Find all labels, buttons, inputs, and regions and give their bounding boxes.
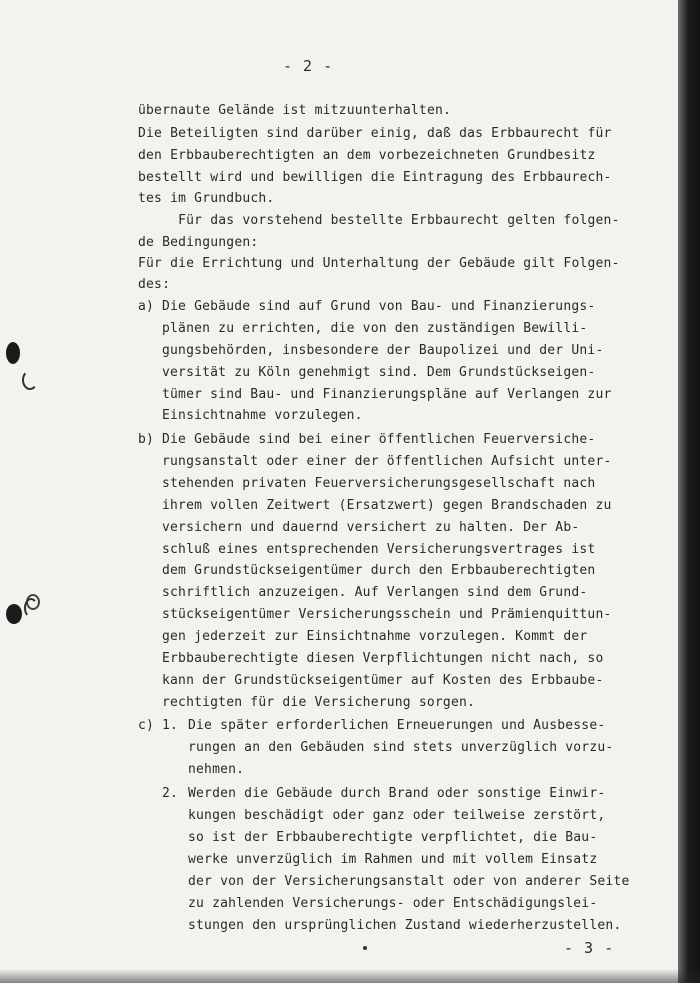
page-number: - 2 - xyxy=(283,57,334,75)
text-line: bestellt wird und bewilligen die Eintragung des Erbbaurech- xyxy=(138,170,612,185)
item-a-line: Die Gebäude sind auf Grund von Bau- und Finanzierungs- xyxy=(162,299,596,314)
item-b-line: gen jederzeit zur Einsichtnahme vorzulegen. Kommt der xyxy=(162,629,588,644)
item-c2-line: Werden die Gebäude durch Brand oder sonstige Einwir- xyxy=(188,786,606,801)
item-c2-line: kungen beschädigt oder ganz oder teilweise zerstört, xyxy=(188,808,606,823)
item-c1-line: nehmen. xyxy=(188,762,245,777)
item-a-line: tümer sind Bau- und Finanzierungspläne auf Verlangen zur xyxy=(162,387,612,402)
punch-hole-arc xyxy=(24,598,38,618)
item-marker-b: b) xyxy=(138,432,155,447)
text-line: den Erbbauberechtigten an dem vorbezeichneten Grundbesitz xyxy=(138,148,596,163)
item-marker-a: a) xyxy=(138,299,155,314)
item-a-line: gungsbehörden, insbesondere der Baupolizei und der Uni- xyxy=(162,343,604,358)
item-b-line: rungsanstalt oder einer der öffentlichen Aufsicht unter- xyxy=(162,454,612,469)
item-b-line: ihrem vollen Zeitwert (Ersatzwert) gegen Brandschaden zu xyxy=(162,498,612,513)
scan-edge-shadow xyxy=(678,0,700,983)
text-line: Die Beteiligten sind darüber einig, daß das Erbbaurecht für xyxy=(138,126,612,141)
text-line: Für das vorstehend bestellte Erbbaurecht gelten folgen- xyxy=(138,213,620,228)
item-a-line: Einsichtnahme vorzulegen. xyxy=(162,408,363,423)
text-line: des: xyxy=(138,277,171,292)
item-marker-c: c) xyxy=(138,718,155,733)
punch-hole-mark xyxy=(6,604,22,624)
text-line: tes im Grundbuch. xyxy=(138,191,275,206)
text-line: Für die Errichtung und Unterhaltung der Gebäude gilt Folgen- xyxy=(138,256,620,271)
item-c1-line: rungen an den Gebäuden sind stets unverzüglich vorzu- xyxy=(188,740,614,755)
item-c1-line: Die später erforderlichen Erneuerungen und Ausbesse- xyxy=(188,718,606,733)
subitem-marker-2: 2. xyxy=(162,786,179,801)
item-b-line: Erbbauberechtigte diesen Verpflichtungen nicht nach, so xyxy=(162,651,604,666)
ink-dot xyxy=(363,946,367,950)
scan-bottom-shadow xyxy=(0,969,700,983)
item-b-line: versichern und dauernd versichert zu halten. Der Ab- xyxy=(162,520,580,535)
item-a-line: plänen zu errichten, die von den zuständigen Bewilli- xyxy=(162,321,588,336)
item-c2-line: der von der Versicherungsanstalt oder von anderer Seite xyxy=(188,874,630,889)
continuation-marker: - 3 - xyxy=(564,939,615,957)
item-b-line: rechtigten für die Versicherung sorgen. xyxy=(162,695,476,710)
item-b-line: Die Gebäude sind bei einer öffentlichen Feuerversiche- xyxy=(162,432,596,447)
item-b-line: schriftlich anzuzeigen. Auf Verlangen sind dem Grund- xyxy=(162,585,588,600)
item-b-line: schluß eines entsprechenden Versicherungsvertrages ist xyxy=(162,542,596,557)
item-b-line: stehenden privaten Feuerversicherungsgesellschaft nach xyxy=(162,476,596,491)
item-c2-line: stungen den ursprünglichen Zustand wiederherzustellen. xyxy=(188,918,622,933)
text-line: de Bedingungen: xyxy=(138,235,259,250)
text-line: übernaute Gelände ist mitzuunterhalten. xyxy=(138,103,452,118)
item-c2-line: werke unverzüglich im Rahmen und mit vollem Einsatz xyxy=(188,852,598,867)
punch-hole-mark xyxy=(6,342,20,364)
item-b-line: dem Grundstückseigentümer durch den Erbbauberechtigten xyxy=(162,563,596,578)
item-c2-line: so ist der Erbbauberechtigte verpflichtet, die Bau- xyxy=(188,830,598,845)
item-b-line: kann der Grundstückseigentümer auf Kosten des Erbbaube- xyxy=(162,673,604,688)
item-b-line: stückseigentümer Versicherungsschein und Prämienquittun- xyxy=(162,607,612,622)
item-c2-line: zu zahlenden Versicherungs- oder Entschädigungslei- xyxy=(188,896,598,911)
item-a-line: versität zu Köln genehmigt sind. Dem Grundstückseigen- xyxy=(162,365,596,380)
subitem-marker-1: 1. xyxy=(162,718,179,733)
punch-hole-arc xyxy=(22,370,38,390)
